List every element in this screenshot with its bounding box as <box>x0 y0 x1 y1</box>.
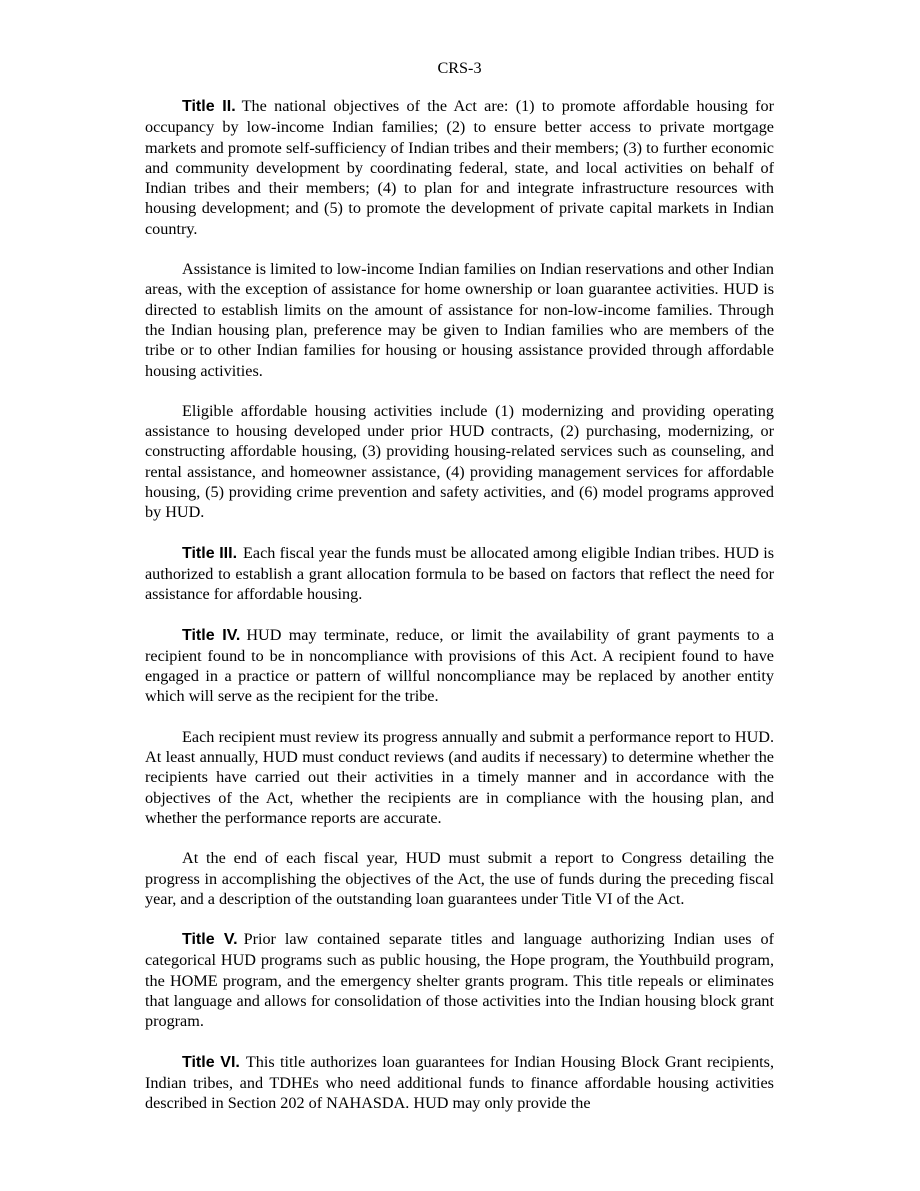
section-label: Title II. <box>182 98 236 115</box>
paragraph-text: This title authorizes loan guarantees for Indian Housing Block Grant recipients, Indian tribes, and TDHEs who need additional funds to finance affordable housing activities described in Section 202 of NAHASDA. HUD may only provide the <box>145 1052 775 1113</box>
paragraph-report-to-congress <box>145 848 774 909</box>
paragraph-title-iii <box>145 543 774 605</box>
paragraph-text: Prior law contained separate titles and language authorizing Indian uses of categorical HUD programs such as public housing, the Hope program, the Youthbuild program, the HOME program, and the emergency shelter grants program. This title repeals or eliminates that language and allows for consolidation of those activities into the Indian housing block grant program. <box>145 930 774 1031</box>
paragraph-text: At the end of each fiscal year, HUD must submit a report to Congress detailing the progress in accomplishing the objectives of the Act, the use of funds during the preceding fiscal year, and a description of the outstanding loan guarantees under Title VI of the Act. <box>145 849 774 908</box>
paragraph-title-vi <box>145 1052 774 1114</box>
paragraph-eligible-activities <box>145 401 774 523</box>
page-header: CRS-3 <box>437 59 482 77</box>
document-page <box>145 58 774 1133</box>
paragraph-title-ii <box>145 96 774 239</box>
paragraph-assistance <box>145 259 774 381</box>
paragraph-text: Each recipient must review its progress annually and submit a performance report to HUD. At least annually, HUD must conduct reviews (and audits if necessary) to determine whether the recipients have carried out their activities in a timely manner and in accordance with the objectives of the Act, whether the recipients are in compliance with the housing plan, and whether the performance reports are accurate. <box>145 727 774 827</box>
paragraph-text: Each fiscal year the funds must be allocated among eligible Indian tribes. HUD is authorized to establish a grant allocation formula to be based on factors that reflect the need for assistance for affordable housing. <box>145 543 774 604</box>
paragraph-title-iv <box>145 625 774 707</box>
section-label: Title III. <box>182 544 238 562</box>
paragraph-text: The national objectives of the Act are: (1) to promote affordable housing for occupancy by low-income Indian families; (2) to ensure better access to private mortgage markets and promote self-sufficiency of Indian tribes and their members; (3) to further economic and community development by coordinating federal, state, and local activities on behalf of Indian tribes and their members; (4) to plan for and integrate infrastructure resources with housing development; and (5) to promote the development of private capital markets in Indian country. <box>145 97 774 238</box>
paragraph-text: Assistance is limited to low-income Indian families on Indian reservations and other Indian areas, with the exception of assistance for home ownership or loan guarantee activities. HUD is directed to establish limits on the amount of assistance for non-low-income families. Through the Indian housing plan, preference may be given to Indian families who are members of the tribe or to other Indian families for housing or housing assistance provided through affordable housing activities. <box>145 260 774 380</box>
paragraph-performance-report <box>145 727 774 828</box>
section-label: Title VI. <box>182 1053 240 1071</box>
section-label: Title V. <box>182 931 238 949</box>
section-label: Title IV. <box>182 626 241 644</box>
paragraph-text: Eligible affordable housing activities include (1) modernizing and providing operating assistance to housing developed under prior HUD contracts, (2) purchasing, modernizing, or constructing affordable housing, (3) providing housing-related services such as counseling, and rental assistance, and homeowner assistance, (4) providing management services for affordable housing, (5) providing crime prevention and safety activities, and (6) model programs approved by HUD. <box>145 401 774 522</box>
paragraph-text: HUD may terminate, reduce, or limit the availability of grant payments to a recipient found to be in noncompliance with provisions of this Act. A recipient found to have engaged in a practice or pattern of willful noncompliance may be replaced by another entity which will serve as the recipient for the tribe. <box>145 625 774 706</box>
paragraph-title-v <box>145 929 774 1031</box>
